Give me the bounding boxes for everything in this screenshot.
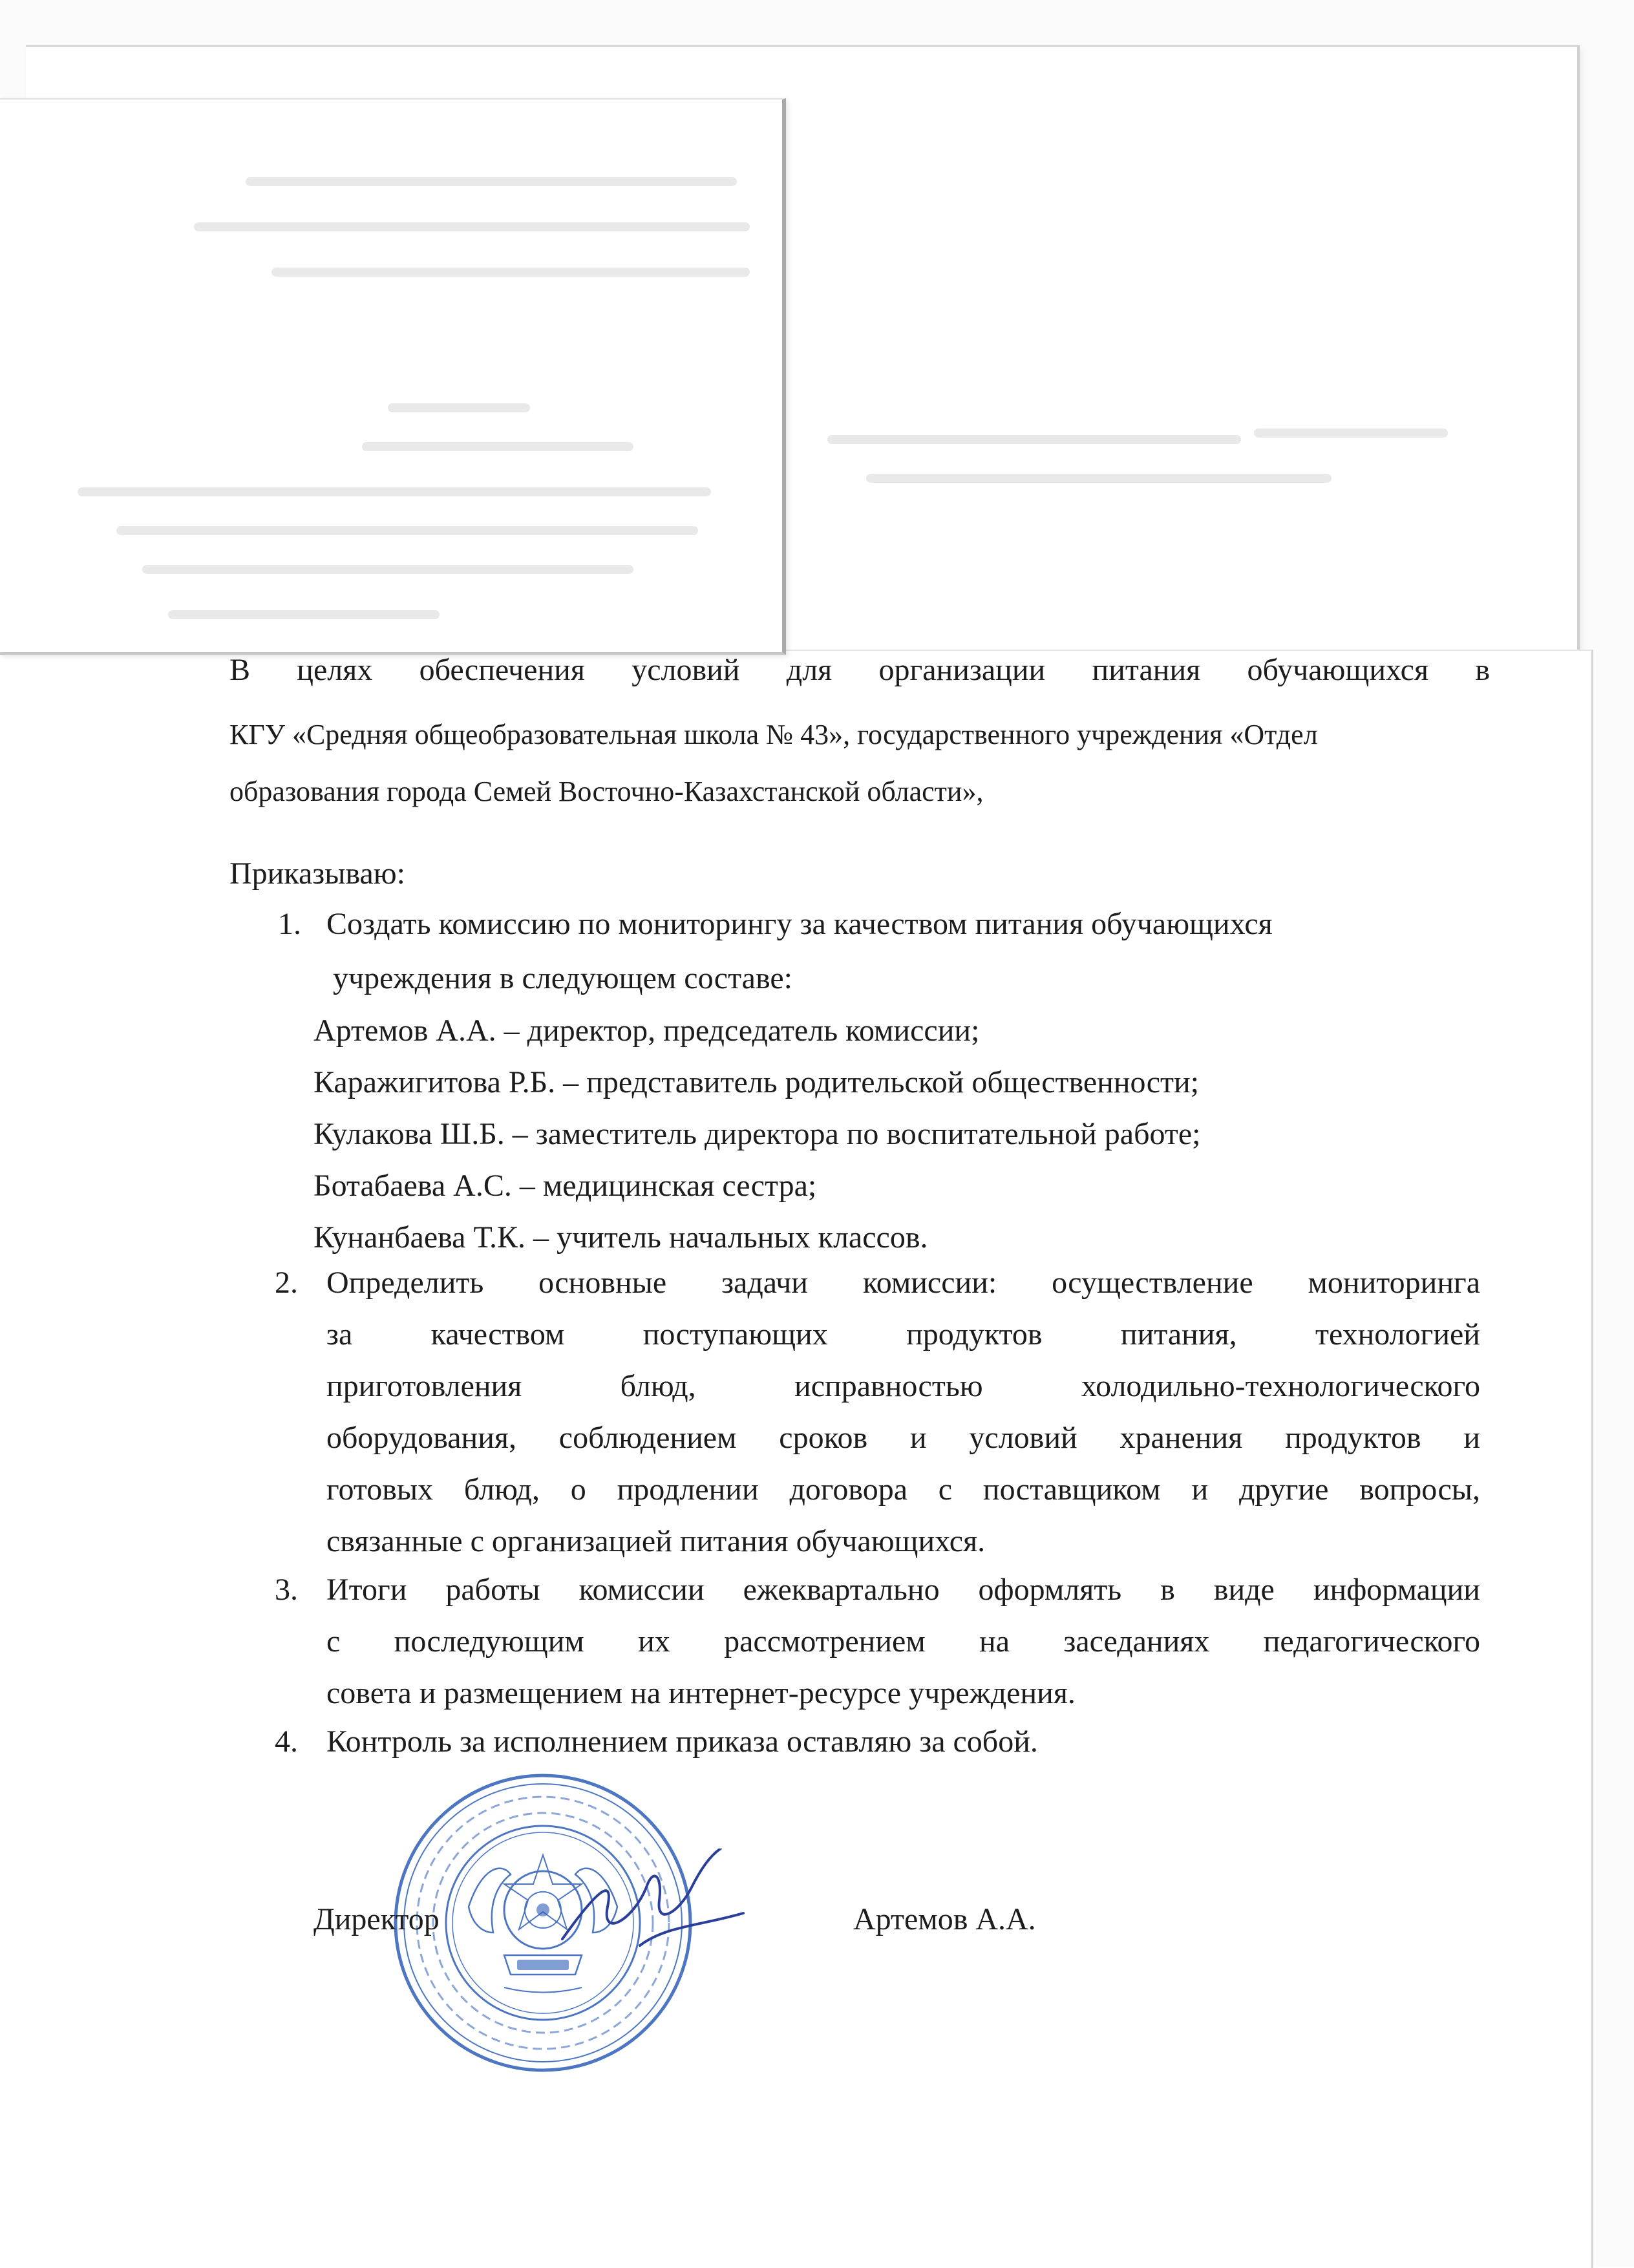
item-line: Определить основные задачи комиссии: осуществление мониторинга xyxy=(326,1266,1480,1300)
signature-position: Директор xyxy=(313,1902,440,1936)
item-number: 4. xyxy=(275,1724,298,1759)
signature-name: Артемов А.А. xyxy=(853,1902,1036,1936)
item-line: Создать комиссию по мониторингу за качеством питания обучающихся xyxy=(326,907,1273,941)
intro-line-1: В целях обеспечения условий для организации питания обучающихся в xyxy=(229,653,1490,687)
item-number: 1. xyxy=(278,907,301,941)
item-number: 2. xyxy=(275,1266,298,1300)
item-number: 3. xyxy=(275,1573,298,1607)
intro-line-3: образования города Семей Восточно-Казахстанской области», xyxy=(229,776,984,807)
member-item: Артемов А.А. – директор, председатель комиссии; xyxy=(313,1013,980,1048)
item-line: Контроль за исполнением приказа оставляю за собой. xyxy=(326,1724,1038,1759)
item-line: готовых блюд, о продлении договора с поставщиком и другие вопросы, xyxy=(326,1472,1480,1507)
item-line: связанные с организацией питания обучающихся. xyxy=(326,1524,986,1558)
member-item: Каражигитова Р.Б. – представитель родительской общественности; xyxy=(313,1065,1200,1099)
order-heading: Приказываю: xyxy=(229,856,405,891)
item-line: Итоги работы комиссии ежеквартально оформлять в виде информации xyxy=(326,1573,1480,1607)
item-line: учреждения в следующем составе: xyxy=(333,961,792,995)
member-item: Ботабаева А.С. – медицинская сестра; xyxy=(313,1169,817,1203)
item-line: оборудования, соблюдением сроков и условий хранения продуктов и xyxy=(326,1421,1480,1455)
intro-line-2: КГУ «Средняя общеобразовательная школа № 43», государственного учреждения «Отдел xyxy=(229,719,1318,750)
overlapping-paper xyxy=(0,98,786,655)
item-line: приготовления блюд, исправностью холодильно-технологического xyxy=(326,1369,1480,1403)
member-item: Кулакова Ш.Б. – заместитель директора по воспитательной работе; xyxy=(313,1117,1201,1151)
item-line: совета и размещением на интернет-ресурсе учреждения. xyxy=(326,1676,1076,1710)
signature xyxy=(549,1849,763,1971)
item-line: с последующим их рассмотрением на заседаниях педагогического xyxy=(326,1624,1480,1659)
item-line: за качеством поступающих продуктов питания, технологией xyxy=(326,1317,1480,1351)
member-item: Кунанбаева Т.К. – учитель начальных классов. xyxy=(313,1220,928,1255)
